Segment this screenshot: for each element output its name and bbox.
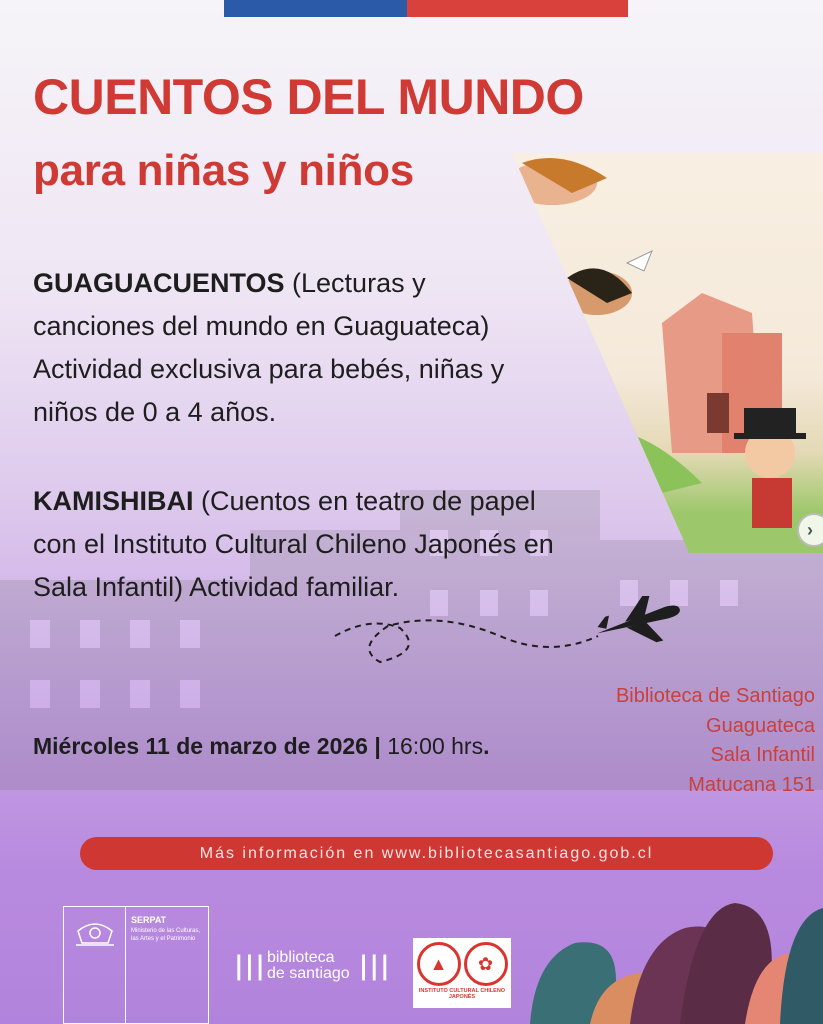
- location-line: Sala Infantil: [710, 744, 815, 766]
- activity-name: GUAGUACUENTOS: [33, 268, 285, 298]
- location-line: Guaguateca: [706, 714, 815, 737]
- tower-emblem-icon: ▲: [417, 942, 461, 986]
- icj-name: INSTITUTO CULTURAL CHILENO JAPONÉS: [418, 988, 506, 1000]
- more-info-banner[interactable]: [80, 837, 773, 870]
- plane-route: [330, 596, 685, 676]
- more-info-link[interactable]: Más información en www.bibliotecasantiago.gob.cl: [199, 844, 654, 862]
- activity-guaguacuentos: [33, 262, 553, 434]
- location-line: Biblioteca de Santiago: [615, 685, 815, 707]
- barcode-bars-icon: |||: [355, 951, 388, 981]
- page-title: CUENTOS DEL MUNDO: [33, 69, 584, 125]
- instituto-cultural-logo: [413, 938, 511, 1008]
- activity-description: (Cuentos en teatro de papel con el Instituto Cultural Chileno Japonés en Sala Infantil) Actividad familiar.: [33, 486, 554, 602]
- flag-bar-red: [407, 0, 628, 17]
- flag-bar: [224, 0, 628, 17]
- location-line: Matucana 151: [688, 773, 815, 796]
- airplane-icon: [590, 596, 685, 657]
- page-subtitle: para niñas y niños: [33, 146, 414, 195]
- biblioteca-santiago-logo: [231, 950, 388, 982]
- activity-kamishibai: [33, 480, 563, 609]
- flower-emblem-icon: ✿: [464, 942, 508, 986]
- activity-description: (Lecturas y canciones del mundo en Guaguateca) Actividad exclusiva para bebés, niñas y niños de 0 a 4 años.: [33, 268, 505, 427]
- chile-crest-icon: [64, 907, 126, 1023]
- serpat-title: SERPAT: [131, 915, 167, 925]
- serpat-subtitle: Ministerio de las Culturas, las Artes y el Patrimonio: [131, 928, 201, 942]
- event-separator: |: [367, 733, 388, 759]
- serpat-logo: [63, 906, 209, 1024]
- event-time: 16:00 hrs: [387, 733, 484, 759]
- people-silhouettes: [530, 898, 823, 1024]
- biblioteca-line2: de santiago: [266, 965, 350, 982]
- location-address: [616, 682, 815, 800]
- chevron-right-icon: ›: [807, 519, 813, 540]
- event-date: Miércoles 11 de marzo de 2026: [33, 733, 368, 759]
- carousel-next-button[interactable]: [797, 513, 823, 547]
- biblioteca-line1: biblioteca: [266, 949, 335, 966]
- activity-name: KAMISHIBAI: [33, 486, 194, 516]
- flag-bar-blue: [224, 0, 407, 17]
- barcode-bars-icon: |||: [231, 951, 263, 981]
- event-period: .: [483, 733, 490, 759]
- event-datetime: [33, 733, 489, 760]
